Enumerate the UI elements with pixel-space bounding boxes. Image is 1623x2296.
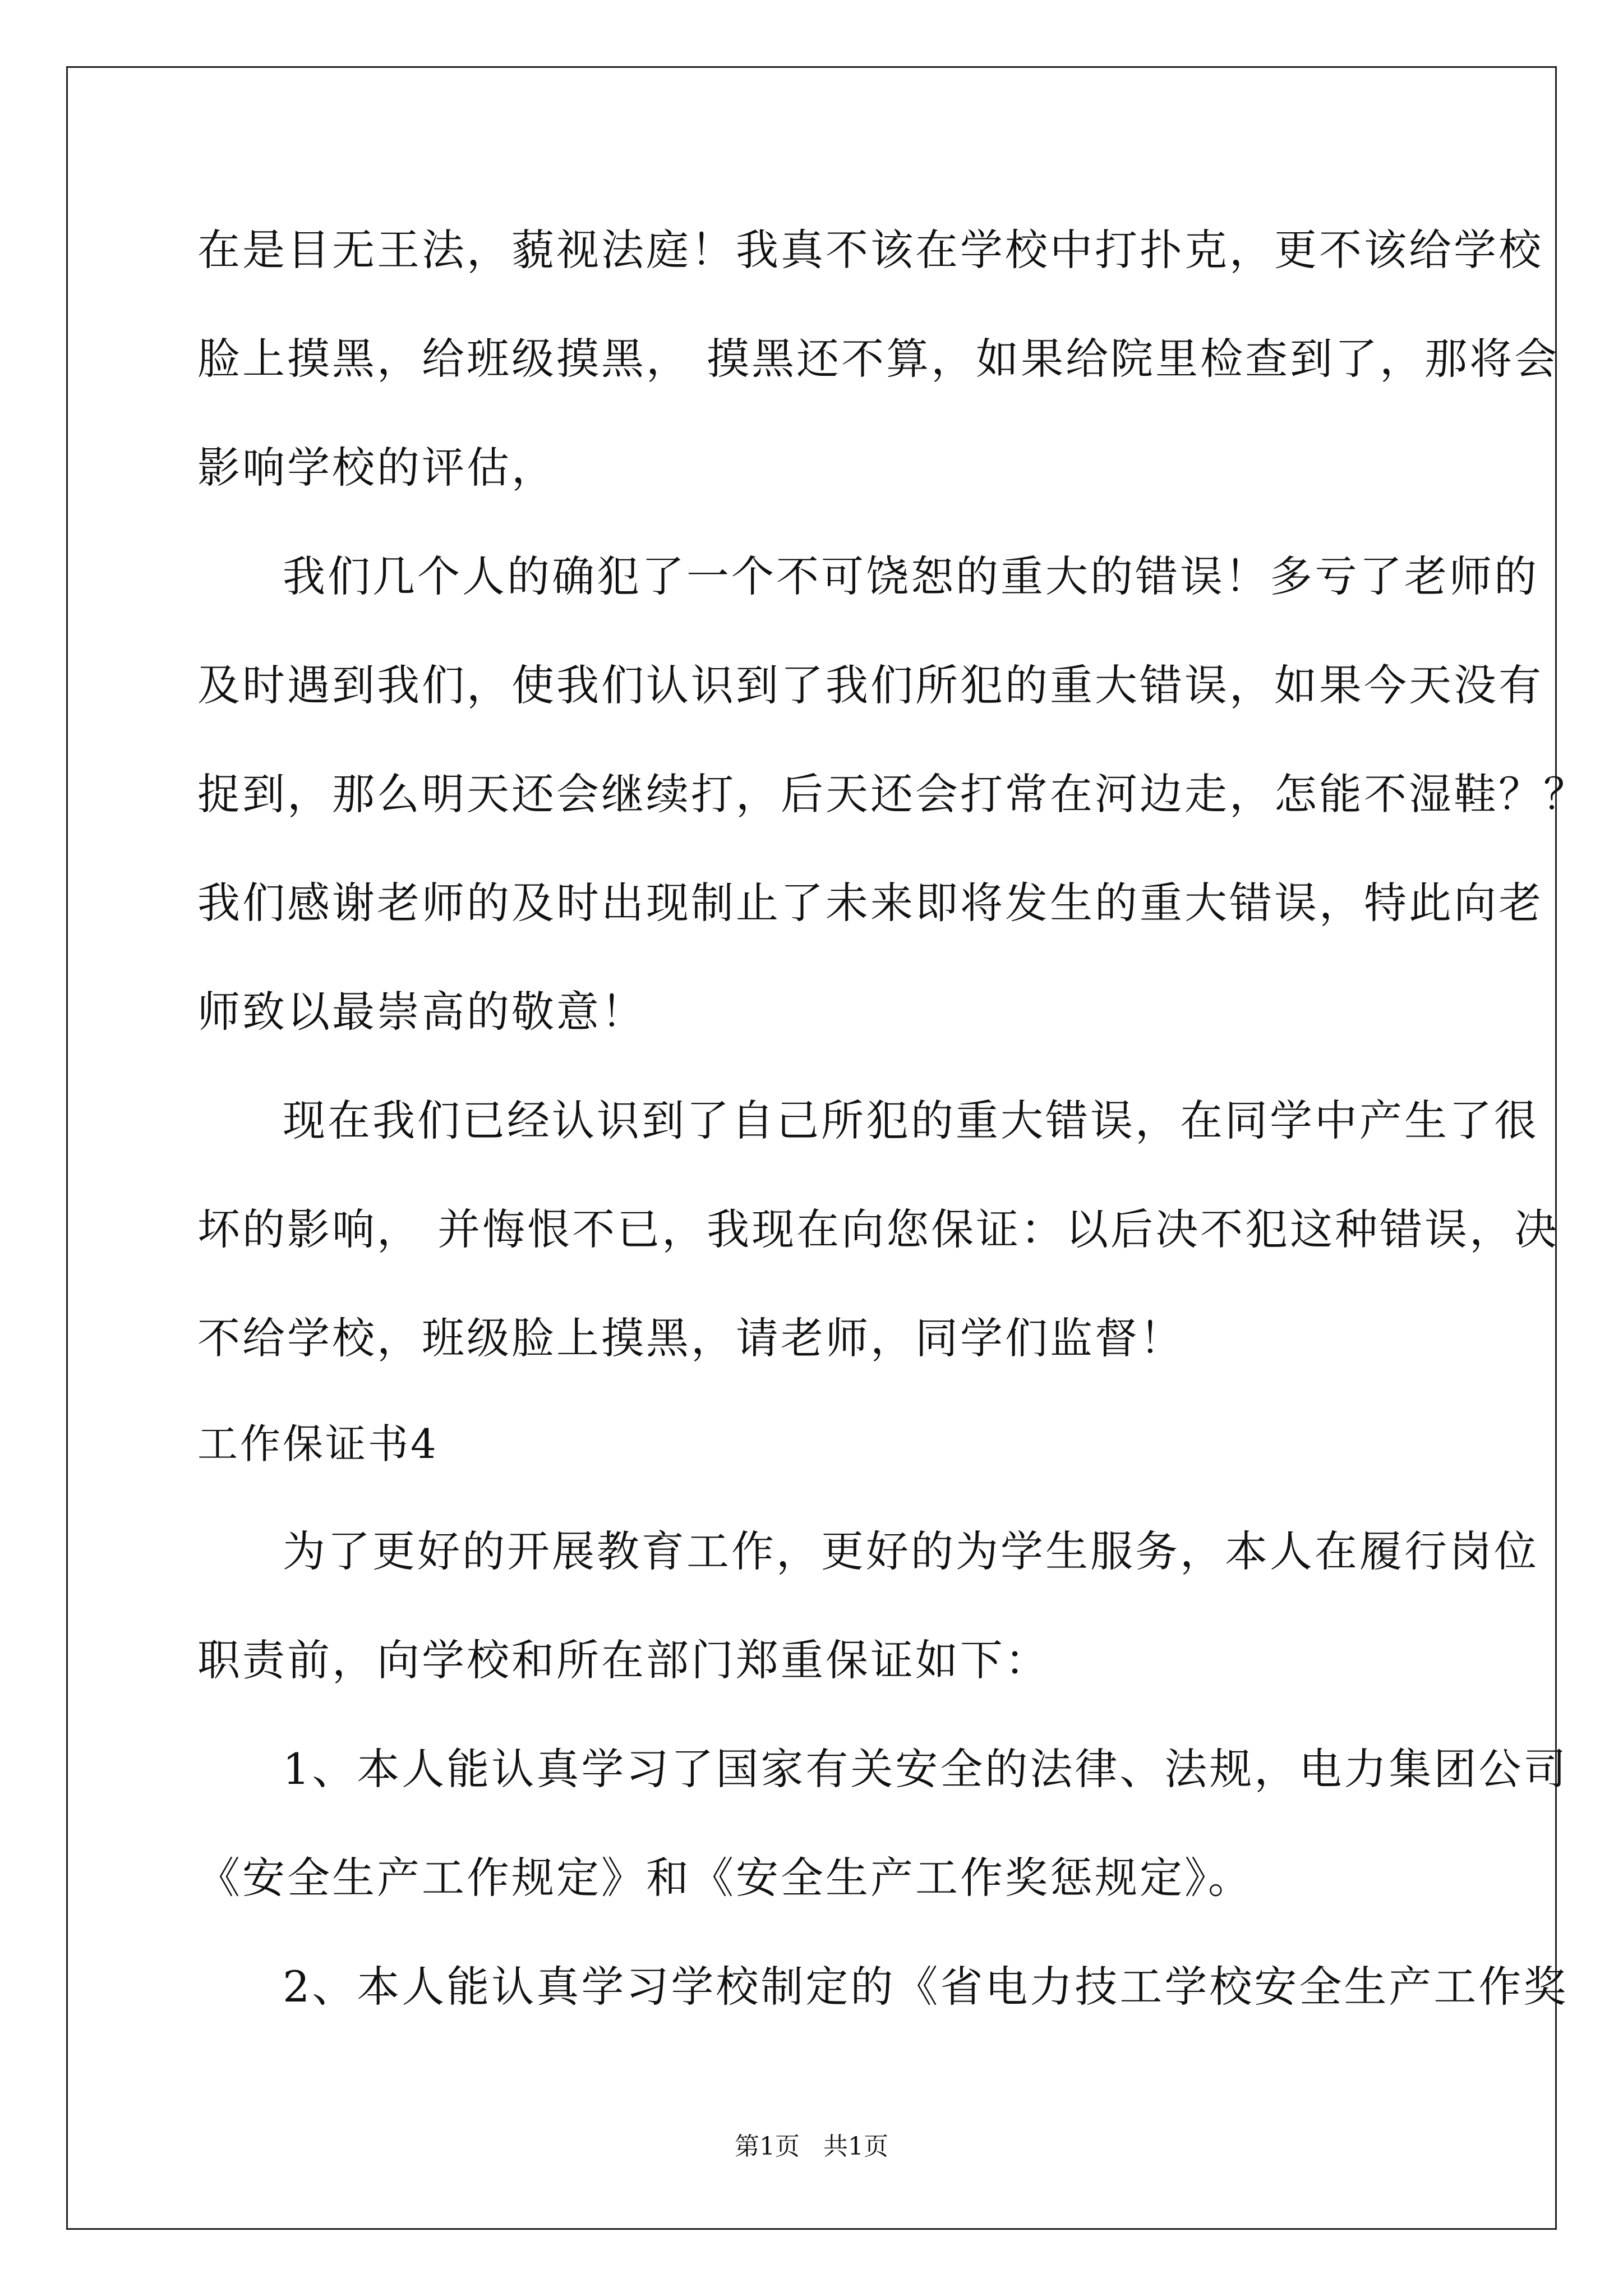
paragraph-line: 1、本人能认真学习了国家有关安全的法律、法规，电力集团公司 (283, 1744, 1569, 1794)
paragraph-line: 职责前，向学校和所在部门郑重保证如下： (197, 1635, 1050, 1685)
paragraph-line: 捉到，那么明天还会继续打，后天还会打常在河边走，怎能不湿鞋？？ (197, 769, 1588, 819)
paragraph-line: 我们几个人的确犯了一个不可饶恕的重大的错误！多亏了老师的 (283, 551, 1539, 601)
paragraph-line: 《安全生产工作规定》和《安全生产工作奖惩规定》。 (197, 1853, 1253, 1903)
page-footer: 第1页 共1页 (735, 2132, 888, 2161)
paragraph-line: 及时遇到我们，使我们认识到了我们所犯的重大错误，如果今天没有 (197, 660, 1543, 710)
paragraph-line: 影响学校的评估， (197, 443, 556, 493)
paragraph-line: 2、本人能认真学习学校制定的《省电力技工学校安全生产工作奖 (283, 1962, 1569, 2012)
paragraph-line: 脸上摸黑，给班级摸黑， 摸黑还不算，如果给院里检查到了，那将会 (197, 334, 1560, 384)
paragraph-line: 坏的影响， 并悔恨不已，我现在向您保证：以后决不犯这种错误，决 (197, 1204, 1560, 1254)
paragraph-line: 在是目无王法，藐视法庭！我真不该在学校中打扑克，更不该给学校 (197, 225, 1543, 275)
paragraph-line: 为了更好的开展教育工作，更好的为学生服务，本人在履行岗位 (283, 1526, 1539, 1576)
paragraph-line: 师致以最崇高的敬意！ (197, 987, 646, 1037)
paragraph-line: 现在我们已经认识到了自己所犯的重大错误，在同学中产生了很 (283, 1096, 1539, 1145)
section-heading: 工作保证书4 (197, 1420, 439, 1467)
paragraph-line: 我们感谢老师的及时出现制止了未来即将发生的重大错误，特此向老 (197, 878, 1543, 928)
page-border (66, 66, 1560, 2230)
paragraph-line: 不给学校，班级脸上摸黑，请老师，同学们监督！ (197, 1313, 1184, 1363)
